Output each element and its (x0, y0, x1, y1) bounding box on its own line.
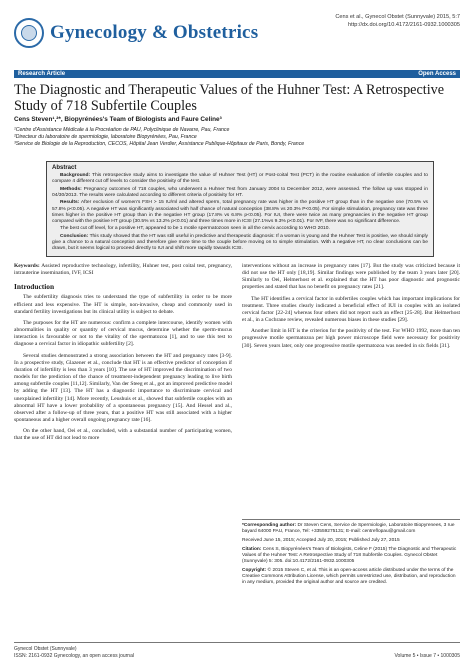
abstract-extra: The best cut off level, for a positive HT, appeared to be 1 motile spermatozoon seen in all the cervix according to WHO 2010. (60, 226, 330, 232)
copyright-text: © 2015 Steven C, et al. This is an open-access article distributed under the terms of the Creative Commons Attribution License, which permits unrestricted use, distribution, and reproduction in any medium, provided the original author and source are credited. (242, 567, 456, 586)
corr-label: *Corresponding author: (242, 523, 297, 528)
affiliation-item: ²Directeur du laboratoire de spermiologie, laboratoire Biopyrénées, Pau, France (14, 134, 197, 140)
citation (242, 547, 460, 566)
paragraph: Another limit in HT is the criterion for the positivity of the test. For WHO 1992, more than ten progressive motile spermatozoa per high power microscope field were necessary for positivity [30]. Seven years later, only one progressive motile spermatozoa was needed in six fields [31]. (242, 328, 460, 349)
paragraph: The purposes for the HT are numerous: confirm a complete intercourse, identify women with abnormalities in quality or quantity of cervical mucus, determine whether the sperm-mucus interaction is favourable or not to the vitality of the spermatozoa [1], and to use this test to diagnose a cervical factor in idiopathic subfertility [2]. (14, 319, 232, 348)
journal-name: Gynecology & Obstetrics (50, 22, 259, 43)
journal-header (0, 0, 474, 70)
paragraph: The HT identifies a cervical factor in subfertiles couples which has important implications for treatment. Three studies clearly indicated a beneficial effect of IUI in couples with an isolated cervical factor [22-24] whereas four others did not report such an effect [25-28]. But Helmerhost et al., in a Cochrane review, revealed numerous biases in these studies [29]. (242, 295, 460, 324)
citation-label: Citation: (242, 546, 262, 552)
abstract-label: Background: (60, 173, 91, 179)
paragraph: The subfertility diagnosis tries to understand the type of subfertility in order to be more efficient and less expensive. The HT is simple, non-invasive, cheap and commonly used in standard fertility investigations but its clinical utility is subject to debate. (14, 294, 232, 315)
footer-line: ISSN: 2161-0932 Gynecology, an open access journal (14, 653, 134, 659)
paragraph: Several studies demonstrated a strong association between the HT and pregnancy rates [3-9]. In a prospective study, Glazener et al., conclude that HT is an effective predictor of conception if duration of infertility is less than 3 years [10]. The use of HT improved the discrimination of two models for the prediction of the chance of treatment-independent pregnancy leading to live birth among subfertile couples [11,12]. Similarly, Van der Steeg et al., got an improved predictive model by adding the HT [13]. The HT has a diagnostic importance to discriminate cervical and unexplained infertility [14]. More recently, Leushuis et al., showed that subfertile couples with an abnormal HT have a lower probability of a spontaneous pregnancy [15]. And Hessel and al., observed after a follow-up of three years, that a positive HT was still associated with a higher spontaneous and a higher overall ongoing pregnancy rate [16]. (14, 352, 232, 423)
copyright-label: Copyright: (242, 567, 267, 573)
open-access-label: Open Access (418, 71, 456, 77)
abstract-conclusion (52, 234, 428, 252)
abstract-methods (52, 187, 428, 199)
footer-line: Gynecol Obstet (Sunnyvale) (14, 646, 77, 652)
abstract-label: Methods: (60, 186, 82, 192)
article-type-bar (14, 70, 460, 78)
abstract-label: Results: (60, 200, 80, 206)
corresponding-author (242, 523, 460, 535)
header-citation (270, 14, 460, 29)
corr-text: Dr Steven Cens, Service de Spermiologie, Laboratoire Biopyrenees, 3 rue bayard 64000 PAU, France, Tel: +33559275131; E-mail: centreflopau@gmail.com (242, 523, 455, 535)
section-heading: Introduction (14, 282, 55, 292)
article-type-label: Research Article (18, 71, 66, 77)
abstract-label: Conclusion: (60, 233, 89, 239)
abstract-box (46, 161, 434, 257)
footer-divider (14, 642, 460, 643)
left-column (14, 263, 232, 446)
abstract-text: This retrospective study aims to investigate the value of Huhner Test (HT) or Post-coital Test (PCT) in the routine evaluation of infertile couples and to compare 4 different cut off levels to consider the positivity of the test. (52, 173, 428, 185)
right-column (242, 263, 460, 354)
footer-journal (14, 646, 134, 660)
keywords-label: Keywords: (14, 263, 40, 269)
keywords (14, 263, 232, 277)
abstract-text: Pregnancy outcomes of 718 couples, who underwent a Huhner Test from January 2004 to December 2012, were assessed. The follow up was stopped in 04/30/2013. The results were calculated according to different criteria of positivity for HT. (52, 186, 428, 198)
keywords-text: Assisted reproductive technology, infertility, Huhner test, post coital test, pregnancy, intrauterine insemination, IVF, ICSI (14, 263, 232, 277)
abstract-text: This study showed that the HT was still useful in predictive and therapeutic diagnosis: If a woman is young and the Huhner Test is positive, we should simply give a chance to a natural conception and therefore give more time to the couple before moving on to simple stimulation. With a negative HT, no clear conclusions can be drawn, but it seems logical to proceed directly to IUI and shift more rapidly towards ICSI. (52, 233, 428, 252)
paragraph: interventions without an increase in pregnancy rates [17]. But the study was criticized because it did not use the HT only [18,19]. Similar findings were published by the team 3 years later [20]. Similarly to Oei, Helmerhost et al. explained that the HT has poor diagnostic and prognostic properties and stated that has no benefit on pregnancy rates [21]. (242, 263, 460, 291)
abstract-heading: Abstract (52, 165, 77, 171)
correspondence-box (242, 519, 460, 589)
copyright (242, 568, 460, 587)
article-dates: Received June 15, 2015; Accepted July 20, 2015; Published July 27, 2015 (242, 537, 400, 543)
doi-link[interactable]: http://dx.doi.org/10.4172/2161-0932.1000305 (348, 21, 460, 28)
article-authors: Cens Steven¹,²*, Biopyrénées's Team of Biologists and Faure Celine³ (14, 116, 222, 123)
affiliations (14, 127, 460, 148)
paragraph: On the other hand, Oei et al., concluded, with a substantial number of participating women, that the use of HT did not lead to more (14, 428, 232, 442)
abstract-results (52, 200, 428, 224)
journal-logo-icon (14, 18, 44, 48)
citation-text: Cens S, Biopyrénées's Team of Biologists, Celine F (2015) The Diagnostic and Therapeutic Values of the Huhner Test: A Retrospective Study of 718 Subfertile Couples. Gynecol Obstet (Sunnyvale) 5: 305. doi:10.4172/2161-0932.1000305 (242, 546, 457, 565)
header-citation-line: Cens et al., Gynecol Obstet (Sunnyvale) 2015, 5:7 (335, 14, 460, 20)
article-title: The Diagnostic and Therapeutic Values of the Huhner Test: A Retrospective Study of 718 Subfertile Couples (14, 82, 445, 114)
abstract-text: After exclusion of women's FSH > 15 IU/ml and altered sperm, total pregnancy rate was higher in the positive HT group than in the negative one (70.5% vs 57.8% p<0.05). A negative HT was significantly associated with half chance of natural conception (38.8% vs 20.3% P<0.05). For simple stimulation, pregnancy rate was three times higher in the positive HT group than in the negative HT group (17.8% vs 6.8% p<0.05). For IUI, there were twice as many pregnancies in the negative HT group compared with the positive HT group (30.5% vs 13.2% p<0.01) and three times more in ICSI (27.1%vs 9.3% p<0.01). For IVF, there was no significant difference. (52, 200, 429, 224)
affiliation-item: ¹Centre d'Assistance Médicale à la Procréation de PAU, Polyclinique de Navarre, Pau, France (14, 127, 230, 133)
abstract-background (52, 173, 428, 185)
footer-volume: Volume 5 • Issue 7 • 1000305 (394, 653, 460, 659)
affiliation-item: ³Service de Biologie de la Reproduction, CECOS, Hôpital Jean Verdier, Assistance Publique-Hôpitaux de Paris, Bondy, France (14, 141, 305, 147)
